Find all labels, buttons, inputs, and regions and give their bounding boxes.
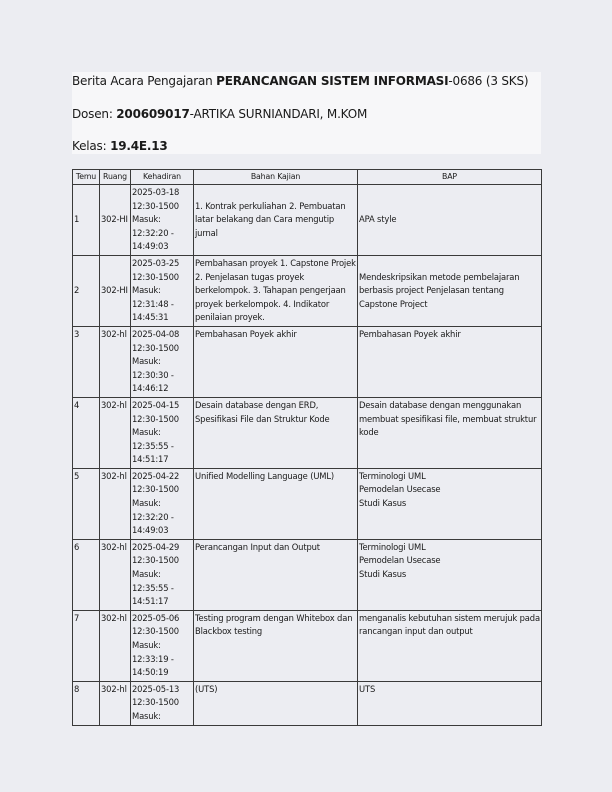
cell-bahan-kajian: Pembahasan proyek 1. Capstone Projek 2. Penjelasan tugas proyek berkelompok. 3. Tahapan pengerjaan proyek berkelompok. 4. Indikator penilaian proyek. (194, 255, 358, 326)
cell-line: Masuk: (132, 285, 161, 296)
cell-bahan-kajian: Perancangan Input dan Output (194, 539, 358, 610)
cell-line: Masuk: (132, 427, 161, 438)
cell-ruang: 302-HI (100, 255, 131, 326)
cell-line: 2025-04-15 (132, 399, 180, 410)
lecturer-label: Dosen: (72, 107, 117, 121)
cell-ruang: 302-hl (100, 326, 131, 397)
cell-bap: menganalis kebutuhan sistem merujuk pada rancangan input dan output (358, 610, 542, 681)
cell-line: 2025-05-13 (132, 683, 180, 694)
cell-line: 2025-04-29 (132, 541, 180, 552)
cell-line: 12:30-1500 (132, 413, 179, 424)
cell-line: 12:30-1500 (132, 484, 179, 495)
cell-bahan-kajian: 1. Kontrak perkuliahan 2. Pembuatan latar belakang dan Cara mengutip jurnal (194, 185, 358, 256)
cell-line: Masuk: (132, 640, 161, 650)
cell-line: 12:32:20 - (132, 227, 174, 238)
cell-kehadiran (131, 397, 194, 468)
cell-line: 12:30-1500 (132, 555, 179, 566)
column-header-bap: BAP (358, 170, 542, 185)
table-row (73, 255, 542, 326)
cell-line: 14:50:19 (132, 667, 169, 678)
cell-line: 14:45:31 (132, 312, 169, 323)
cell-line: 12:33:19 - (132, 653, 174, 664)
cell-kehadiran (131, 185, 194, 256)
table-row (73, 610, 542, 681)
lecturer-line (72, 107, 367, 121)
cell-line: 14:51:17 (132, 596, 169, 607)
cell-bap: UTS (358, 681, 542, 725)
cell-line: Masuk: (132, 498, 161, 509)
cell-temu: 3 (73, 326, 100, 397)
cell-line: 14:49:03 (132, 241, 169, 252)
cell-bap: Desain database dengan menggunakan membuat spesifikasi file, membuat struktur kode (358, 397, 542, 468)
cell-ruang: 302-hl (100, 610, 131, 681)
cell-line: 12:30-1500 (132, 697, 179, 708)
table-row (73, 539, 542, 610)
cell-temu: 4 (73, 397, 100, 468)
table-row (73, 326, 542, 397)
cell-line: 2025-04-22 (132, 470, 180, 481)
cell-bahan-kajian: Unified Modelling Language (UML) (194, 468, 358, 539)
column-header-ruang: Ruang (100, 170, 131, 185)
cell-line: 12:30-1500 (132, 200, 179, 211)
document-title (72, 74, 528, 88)
cell-ruang: 302-hl (100, 539, 131, 610)
cell-line: Masuk: (132, 710, 161, 721)
table-row (73, 681, 542, 725)
lecturer-name: -ARTIKA SURNIANDARI, M.KOM (189, 107, 368, 121)
class-value: 19.4E.13 (110, 139, 168, 153)
course-code: -0686 (3 SKS) (448, 74, 529, 88)
cell-line: 12:32:20 - (132, 511, 174, 522)
cell-line: 12:30:30 - (132, 369, 174, 380)
cell-bahan-kajian: Testing program dengan Whitebox dan Blackbox testing (194, 610, 358, 681)
cell-line: 12:31:48 - (132, 298, 174, 309)
cell-line: Pemodelan Usecase (359, 484, 441, 495)
teaching-record-table (72, 169, 542, 726)
cell-temu: 7 (73, 610, 100, 681)
cell-line: Pemodelan Usecase (359, 555, 441, 566)
column-header-temu: Temu (73, 170, 100, 185)
cell-temu: 1 (73, 185, 100, 256)
cell-ruang: 302-hl (100, 681, 131, 725)
cell-line: Studi Kasus (359, 498, 407, 509)
cell-line: 14:51:17 (132, 454, 169, 465)
cell-bap (358, 539, 542, 610)
cell-line: Masuk: (132, 356, 161, 367)
cell-bahan-kajian: (UTS) (194, 681, 358, 725)
cell-line: 2025-03-25 (132, 257, 180, 268)
column-header-kehadiran: Kehadiran (131, 170, 194, 185)
title-prefix: Berita Acara Pengajaran (72, 74, 217, 88)
cell-ruang: 302-hl (100, 397, 131, 468)
cell-line: Masuk: (132, 569, 161, 580)
table-row (73, 397, 542, 468)
cell-ruang: 302-HI (100, 185, 131, 256)
cell-kehadiran (131, 468, 194, 539)
class-label: Kelas: (72, 139, 111, 153)
table-header-row (73, 170, 542, 185)
class-line (72, 139, 168, 153)
cell-bap: Pembahasan Poyek akhir (358, 326, 542, 397)
cell-line: 2025-03-18 (132, 187, 180, 197)
cell-temu: 5 (73, 468, 100, 539)
cell-kehadiran (131, 255, 194, 326)
cell-line: 12:30-1500 (132, 626, 179, 637)
cell-line: 2025-04-08 (132, 328, 180, 339)
cell-ruang: 302-hl (100, 468, 131, 539)
cell-line: Terminologi UML (359, 470, 426, 481)
cell-temu: 6 (73, 539, 100, 610)
cell-line: 14:49:03 (132, 525, 169, 536)
cell-line: Studi Kasus (359, 569, 407, 580)
cell-kehadiran (131, 681, 194, 725)
cell-temu: 8 (73, 681, 100, 725)
table-row (73, 468, 542, 539)
cell-line: Masuk: (132, 214, 161, 225)
cell-bap (358, 468, 542, 539)
cell-kehadiran (131, 539, 194, 610)
cell-bap: Mendeskripsikan metode pembelajaran berbasis project Penjelasan tentang Capstone Project (358, 255, 542, 326)
cell-bahan-kajian: Desain database dengan ERD, Spesifikasi File dan Struktur Kode (194, 397, 358, 468)
course-name: PERANCANGAN SISTEM INFORMASI (216, 74, 449, 88)
cell-line: 14:46:12 (132, 383, 169, 394)
cell-bap: APA style (358, 185, 542, 256)
cell-bahan-kajian: Pembahasan Poyek akhir (194, 326, 358, 397)
cell-line: Terminologi UML (359, 541, 426, 552)
column-header-bahan-kajian: Bahan Kajian (194, 170, 358, 185)
cell-temu: 2 (73, 255, 100, 326)
cell-line: 12:30-1500 (132, 271, 179, 282)
table-row (73, 185, 542, 256)
cell-line: 2025-05-06 (132, 612, 180, 623)
lecturer-id: 200609017 (116, 107, 190, 121)
cell-kehadiran (131, 326, 194, 397)
cell-line: 12:35:55 - (132, 582, 174, 593)
cell-line: 12:35:55 - (132, 440, 174, 451)
cell-kehadiran (131, 610, 194, 681)
cell-line: 12:30-1500 (132, 342, 179, 353)
